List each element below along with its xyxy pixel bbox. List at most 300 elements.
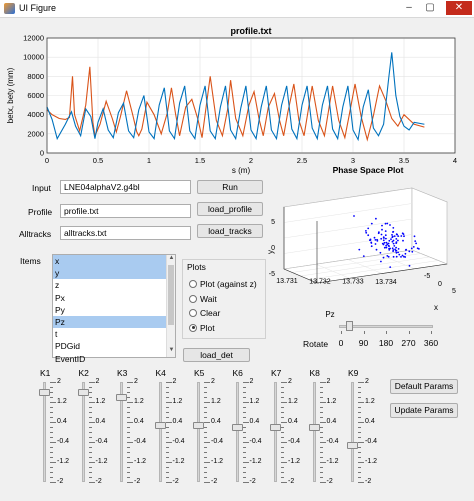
k-slider-thumb[interactable] — [155, 422, 166, 429]
k-slider-tick — [50, 447, 53, 448]
k-slider-tick — [281, 427, 284, 428]
k-slider-tick — [281, 482, 287, 483]
phase-point — [353, 215, 355, 217]
k-slider-tick-label: -2 — [172, 478, 179, 485]
k-slider-tick — [243, 482, 249, 483]
y-axis-tick-label: -5 — [268, 271, 275, 278]
phase-point — [394, 249, 396, 251]
k-slider-track[interactable] — [159, 382, 162, 482]
k-slider-tick — [320, 442, 326, 443]
k-slider-tick — [50, 432, 53, 433]
k-slider-tick — [50, 457, 53, 458]
k-slider-thumb[interactable] — [347, 442, 358, 449]
y-tick-label: 2000 — [27, 129, 44, 139]
phase-point — [386, 223, 388, 225]
k-slider-tick-label: -0.4 — [95, 438, 108, 445]
k-slider-track[interactable] — [274, 382, 277, 482]
phase-point — [383, 244, 385, 246]
k-slider-tick — [204, 412, 207, 413]
k-slider-tick — [204, 472, 207, 473]
k-slider-tick — [89, 412, 92, 413]
items-label: Items — [20, 256, 41, 266]
input-label: Input — [32, 183, 51, 193]
y-tick-label: 0 — [39, 148, 44, 158]
phase-point — [378, 231, 380, 233]
k-slider-track[interactable] — [236, 382, 239, 482]
k-slider-tick — [166, 382, 172, 383]
k-slider-label: K2 — [78, 368, 89, 378]
k-slider-tick — [127, 477, 130, 478]
phase-point — [402, 255, 404, 257]
k-slider-tick-label: -1.2 — [95, 458, 108, 465]
input-field[interactable]: LNE04alphaV2.g4bl — [60, 180, 191, 194]
update-params-button[interactable]: Update Params — [390, 403, 458, 418]
k-slider-tick-label: 1.2 — [211, 398, 221, 405]
k-slider[interactable] — [113, 368, 149, 484]
k-slider-tick — [166, 387, 169, 388]
k-slider-tick-label: -0.4 — [288, 438, 301, 445]
k-slider-tick — [204, 387, 207, 388]
k-slider-tick — [358, 417, 361, 418]
k-slider-tick — [358, 442, 364, 443]
phase-point — [392, 227, 394, 229]
k-slider-tick — [50, 407, 53, 408]
phase-point — [397, 235, 399, 237]
phase-point — [381, 225, 383, 227]
x-tick-label: 2.5 — [296, 156, 308, 165]
k-slider-tick — [89, 427, 92, 428]
k-slider[interactable] — [229, 368, 265, 484]
k-slider-thumb[interactable] — [78, 389, 89, 396]
k-slider-tick — [50, 452, 53, 453]
k-slider-tick — [358, 387, 361, 388]
list-item[interactable]: x — [53, 255, 175, 267]
default-params-button[interactable]: Default Params — [390, 379, 458, 394]
x-axis-tick-label: 0 — [438, 281, 442, 288]
k-slider-tick — [281, 402, 287, 403]
k-slider-tick-label: -2 — [134, 478, 141, 485]
k-slider-tick-label: 1.2 — [57, 398, 67, 405]
k-slider-tick-label: 0.4 — [288, 418, 298, 425]
k-slider-tick — [243, 422, 249, 423]
k-slider-label: K1 — [40, 368, 51, 378]
k-slider-tick — [127, 482, 133, 483]
k-slider-tick — [243, 477, 246, 478]
rotate-slider-track[interactable] — [339, 325, 433, 328]
k-slider-tick — [281, 422, 287, 423]
k-slider-thumb[interactable] — [309, 424, 320, 431]
k-slider-tick — [127, 452, 130, 453]
k-slider-tick-label: -2 — [211, 478, 218, 485]
k-slider-track[interactable] — [313, 382, 316, 482]
rotate-tick-label: 360 — [423, 338, 439, 348]
k-slider-tick — [50, 437, 53, 438]
phase-point — [389, 266, 391, 268]
x-tick-label: 3.5 — [398, 156, 410, 165]
k-slider-tick — [243, 397, 246, 398]
k-slider-tick — [320, 427, 323, 428]
k-slider-tick — [89, 472, 92, 473]
k-slider-tick — [166, 482, 172, 483]
rotate-slider-thumb[interactable] — [346, 321, 353, 331]
phase-point — [396, 234, 398, 236]
k-slider-tick — [320, 412, 323, 413]
k-slider-tick — [127, 412, 130, 413]
k-slider-tick — [166, 412, 169, 413]
k-slider-tick-label: -1.2 — [172, 458, 185, 465]
list-item[interactable]: y — [53, 267, 175, 279]
k-slider-tick-label: -2 — [326, 478, 333, 485]
phase-space-plot[interactable] — [262, 160, 474, 320]
k-slider-tick — [89, 402, 95, 403]
pz-axis-label: Pz — [325, 310, 335, 319]
k-slider-tick — [320, 462, 326, 463]
k-slider-tick — [89, 407, 92, 408]
k-slider-tick — [243, 387, 246, 388]
phase-point — [402, 232, 404, 234]
phase-point — [380, 238, 382, 240]
k-slider-tick-label: -0.4 — [365, 438, 378, 445]
phase-point — [370, 242, 372, 244]
profile-plot[interactable] — [0, 22, 474, 174]
k-slider-tick — [127, 457, 130, 458]
y-axis-label: y — [266, 250, 275, 254]
y-tick-label: 8000 — [27, 71, 44, 81]
k-slider-tick — [281, 447, 284, 448]
k-slider-tick — [89, 387, 92, 388]
k-slider-tick — [204, 462, 210, 463]
k-slider-tick — [204, 392, 207, 393]
k-slider-tick — [166, 402, 172, 403]
phase-point — [396, 256, 398, 258]
phase-point — [375, 243, 377, 245]
phase-point — [374, 237, 376, 239]
items-listbox[interactable] — [52, 254, 176, 364]
phase-point — [391, 234, 393, 236]
k-slider-tick — [204, 407, 207, 408]
k-slider-tick-label: -0.4 — [249, 438, 262, 445]
k-slider-tick — [127, 437, 130, 438]
alltracks-label: Alltracks — [19, 229, 52, 239]
k-slider-tick — [89, 462, 95, 463]
radio-label: Plot — [200, 322, 215, 333]
k-slider-tick — [127, 382, 133, 383]
k-slider-tick — [204, 422, 210, 423]
k-slider-tick-label: 0.4 — [211, 418, 221, 425]
phase-point — [396, 252, 398, 254]
phase-point — [404, 256, 406, 258]
list-item[interactable]: Py — [55, 304, 65, 315]
k-slider-tick — [320, 382, 326, 383]
k-slider-track[interactable] — [197, 382, 200, 482]
maximize-button[interactable]: ▢ — [425, 2, 435, 13]
k-slider-tick-label: -2 — [365, 478, 372, 485]
phase-point — [383, 257, 385, 259]
k-slider-tick-label: 2 — [211, 378, 215, 385]
k-slider-tick — [204, 432, 207, 433]
list-item[interactable]: t — [55, 329, 58, 340]
k-slider-tick — [166, 452, 169, 453]
k-slider-track[interactable] — [82, 382, 85, 482]
k-slider-tick — [50, 412, 53, 413]
plots-radio-option[interactable] — [189, 322, 215, 334]
close-button[interactable]: ✕ — [446, 1, 472, 15]
radio-circle-icon[interactable] — [189, 309, 197, 317]
k-slider-tick-label: 0.4 — [57, 418, 67, 425]
y-tick-label: 6000 — [27, 91, 44, 100]
k-slider-tick-label: 1.2 — [95, 398, 106, 405]
k-slider-tick — [358, 432, 361, 433]
k-slider-tick-label: 1.2 — [134, 398, 144, 405]
k-slider-tick — [166, 457, 169, 458]
k-slider-tick — [281, 442, 287, 443]
phase-point — [375, 218, 377, 220]
k-slider-tick — [243, 457, 246, 458]
phase-point — [405, 253, 407, 255]
alltracks-field[interactable]: alltracks.txt — [60, 226, 191, 240]
phase-point — [376, 249, 378, 251]
k-slider-tick-label: 0.4 — [95, 418, 106, 425]
y-tick-label: 4000 — [27, 110, 44, 120]
k-slider-tick — [204, 417, 207, 418]
k-slider-tick — [358, 477, 361, 478]
phase-point — [388, 240, 390, 242]
k-slider-tick — [358, 397, 361, 398]
k-slider-tick — [166, 432, 169, 433]
k-slider-tick-label: -0.4 — [134, 438, 147, 445]
phase-point — [386, 243, 388, 245]
k-slider-tick — [320, 447, 323, 448]
phase-point — [414, 240, 416, 242]
phase-point — [384, 242, 386, 244]
k-slider-tick — [50, 422, 56, 423]
phase-point — [393, 256, 395, 258]
k-slider-tick — [89, 442, 95, 443]
k-slider-tick — [204, 402, 210, 403]
phase-point — [392, 249, 394, 251]
k-slider-thumb[interactable] — [232, 424, 243, 431]
plots-group — [182, 259, 266, 339]
k-slider[interactable] — [152, 368, 188, 484]
phase-point — [395, 247, 397, 249]
k-slider-tick — [204, 427, 207, 428]
k-slider-thumb[interactable] — [39, 389, 50, 396]
k-slider-tick — [243, 417, 246, 418]
k-slider-tick-label: 0.4 — [134, 418, 144, 425]
rotate-tick-label: 0 — [338, 338, 344, 348]
radio-circle-icon[interactable] — [189, 324, 197, 332]
k-slider[interactable] — [267, 368, 303, 484]
k-slider[interactable] — [36, 368, 72, 484]
phase-point — [417, 247, 419, 249]
phase-point — [367, 234, 369, 236]
k-slider-tick — [89, 397, 92, 398]
k-slider-label: K6 — [232, 368, 243, 378]
k-slider-tick — [89, 452, 92, 453]
phase-point — [386, 242, 388, 244]
k-slider-tick — [89, 422, 95, 423]
k-slider-tick-label: -2 — [57, 478, 64, 485]
x-tick-label: 4 — [452, 156, 458, 165]
k-slider-tick — [358, 412, 361, 413]
k-slider-tick — [166, 427, 169, 428]
k-slider-tick — [166, 397, 169, 398]
k-slider-tick — [320, 402, 326, 403]
k-slider-tick — [243, 462, 249, 463]
k-slider-tick — [281, 452, 284, 453]
k-slider-tick — [320, 452, 323, 453]
rotate-tick — [409, 331, 410, 334]
k-slider-tick — [320, 432, 323, 433]
items-scrollbar[interactable] — [166, 255, 175, 357]
phase-point — [389, 224, 391, 226]
k-slider-tick — [281, 462, 287, 463]
k-slider-tick — [50, 387, 53, 388]
load-tracks-button[interactable]: load_tracks — [197, 224, 263, 238]
k-slider-tick — [166, 442, 172, 443]
phase-point — [365, 232, 367, 234]
k-slider-tick — [358, 437, 361, 438]
k-slider-tick — [89, 437, 92, 438]
k-slider-label: K4 — [155, 368, 166, 378]
radio-circle-icon[interactable] — [189, 280, 197, 288]
k-slider-tick — [358, 467, 361, 468]
load-det-button[interactable]: load_det — [183, 348, 250, 362]
list-item[interactable]: EventID — [55, 353, 86, 364]
k-slider-tick — [358, 447, 361, 448]
k-slider-tick-label: 2 — [249, 378, 254, 385]
radio-label: Clear — [200, 308, 221, 318]
top-plot-ylabel: betx, bety (mm) — [6, 67, 15, 124]
k-slider-tick — [204, 452, 207, 453]
minimize-button[interactable]: – — [406, 2, 412, 13]
list-item[interactable]: PDGid — [55, 341, 81, 352]
k-slider-tick — [320, 417, 323, 418]
plots-radio-option[interactable] — [189, 293, 217, 305]
x-tick-label: 1.5 — [194, 156, 206, 165]
k-slider-track[interactable] — [43, 382, 46, 482]
plots-radio-option[interactable] — [189, 307, 220, 319]
radio-circle-icon[interactable] — [189, 295, 197, 303]
run-button[interactable]: Run — [197, 180, 263, 194]
k-slider-tick — [89, 447, 92, 448]
scroll-down-icon[interactable]: ▼ — [168, 347, 175, 353]
top-plot-title: profile.txt — [230, 26, 272, 36]
k-slider-thumb[interactable] — [116, 394, 127, 401]
phase-point — [411, 251, 413, 253]
k-slider[interactable] — [190, 368, 226, 484]
list-item[interactable]: Px — [55, 292, 65, 303]
k-slider-tick — [127, 417, 130, 418]
k-slider-tick-label: -0.4 — [211, 438, 224, 445]
k-slider-tick — [166, 447, 169, 448]
k-slider-tick — [89, 392, 92, 393]
phase-point — [386, 247, 388, 249]
k-slider-tick-label: -1.2 — [365, 458, 378, 465]
phase-point — [398, 254, 400, 256]
phase-point — [365, 230, 367, 232]
k-slider-tick — [320, 392, 323, 393]
y-axis-tick-label: 5 — [271, 219, 275, 226]
k-slider-tick — [166, 462, 172, 463]
k-slider-tick-label: 1.2 — [365, 398, 375, 405]
k-slider-tick — [89, 457, 92, 458]
k-slider-tick — [50, 417, 53, 418]
k-slider-tick — [127, 387, 130, 388]
phase-point — [385, 234, 387, 236]
k-slider-tick — [89, 417, 92, 418]
k-slider-tick — [243, 467, 246, 468]
scroll-thumb[interactable] — [168, 265, 174, 325]
k-slider-tick — [50, 427, 53, 428]
phase-point — [381, 229, 383, 231]
k-slider-tick — [243, 427, 246, 428]
k-slider-tick-label: 0.4 — [326, 418, 337, 425]
k-slider-tick — [127, 462, 133, 463]
k-slider-tick — [320, 387, 323, 388]
list-item[interactable]: Pz — [53, 316, 175, 328]
k-slider-tick — [358, 452, 361, 453]
k-slider-tick — [281, 417, 284, 418]
k-slider-tick — [243, 437, 246, 438]
k-slider-tick-label: -0.4 — [326, 438, 339, 445]
k-slider-tick-label: 2 — [134, 378, 138, 385]
k-slider[interactable] — [344, 368, 380, 484]
k-slider[interactable] — [75, 368, 111, 484]
k-slider-thumb[interactable] — [193, 422, 204, 429]
load-profile-button[interactable]: load_profile — [197, 202, 263, 216]
k-slider-tick — [89, 482, 95, 483]
rotate-tick — [341, 331, 342, 334]
k-slider-tick — [204, 447, 207, 448]
phase-point — [397, 240, 399, 242]
k-slider-tick-label: -1.2 — [134, 458, 147, 465]
phase-point — [400, 235, 402, 237]
phase-point — [375, 239, 377, 241]
k-slider-thumb[interactable] — [270, 424, 281, 431]
k-slider-tick-label: 2 — [288, 378, 292, 385]
phase-plot-title: Phase Space Plot — [332, 165, 404, 175]
k-slider-tick — [281, 382, 287, 383]
k-slider-label: K5 — [194, 368, 205, 378]
profile-field[interactable]: profile.txt — [60, 204, 191, 218]
x-tick-label: 3 — [350, 156, 356, 165]
k-slider-tick — [243, 412, 246, 413]
plots-group-title: Plots — [187, 262, 206, 272]
k-slider-track[interactable] — [351, 382, 354, 482]
phase-point — [396, 250, 398, 252]
k-slider-tick — [89, 432, 92, 433]
phase-point — [363, 255, 365, 257]
phase-point — [358, 249, 360, 251]
phase-point — [393, 245, 395, 247]
k-slider-tick-label: 2 — [365, 378, 369, 385]
window-titlebar — [0, 0, 474, 18]
k-slider-label: K9 — [348, 368, 359, 378]
k-slider-tick — [281, 412, 284, 413]
phase-point — [371, 245, 373, 247]
k-slider-tick-label: 2 — [326, 378, 331, 385]
pz-tick-label: 13.732 — [309, 278, 331, 286]
list-item[interactable]: z — [55, 280, 60, 291]
phase-point — [394, 235, 396, 237]
plots-radio-option[interactable] — [189, 278, 257, 290]
k-slider-tick — [127, 402, 133, 403]
k-slider-tick — [281, 407, 284, 408]
rotate-label: Rotate — [303, 339, 329, 349]
scroll-up-icon[interactable]: ▲ — [168, 255, 175, 261]
k-slider[interactable] — [306, 368, 342, 484]
